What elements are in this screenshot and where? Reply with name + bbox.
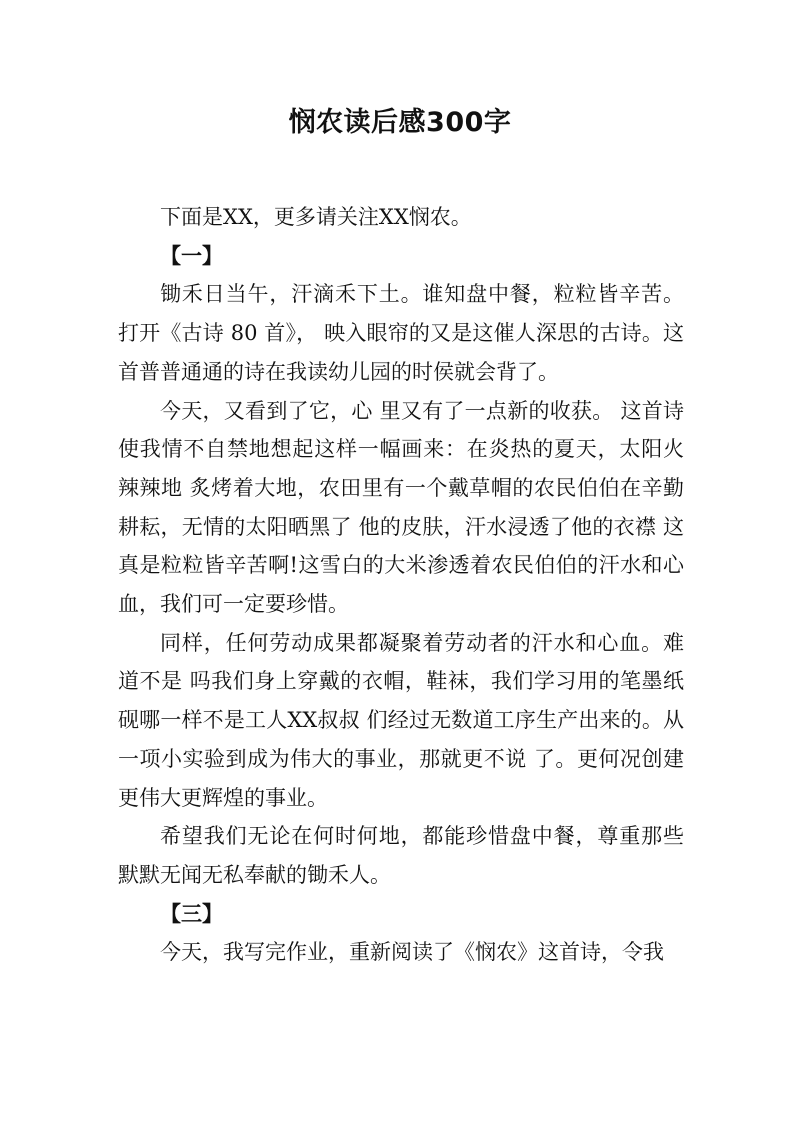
section-heading-one: 【一】 <box>160 242 223 268</box>
paragraph: 锄禾日当午，汗滴禾下土。谁知盘中餐，粒粒皆辛苦。打开《古诗 80 首》， 映入眼帘的又是这催人深思的古诗。这首普普通通的诗在我读幼儿园的时侯就会背了。 <box>118 282 684 384</box>
intro-paragraph: 下面是XX，更多请关注XX悯农。 <box>160 205 472 229</box>
paragraph: 今天，又看到了它，心 里又有了一点新的收获。 这首诗使我情不自禁地想起这样一幅画来：在炎热的夏天，太阳火辣辣地 炙烤着大地，农田里有一个戴草帽的农民伯伯在辛勤耕耘，无情的太阳晒黑了 他的皮肤，汗水浸透了他的衣襟 这真是粒粒皆辛苦啊!这雪白的大米渗透着农民伯伯的汗水和心血，我们可一定要珍惜。 <box>118 398 684 617</box>
document-body <box>118 198 684 972</box>
paragraph: 今天，我写完作业，重新阅读了《悯农》这首诗，令我 <box>160 940 664 965</box>
paragraph: 希望我们无论在何时何地，都能珍惜盘中餐，尊重那些默默无闻无私奉献的锄禾人。 <box>118 824 684 887</box>
paragraph: 同样，任何劳动成果都凝聚着劳动者的汗水和心血。难道不是 吗我们身上穿戴的衣帽，鞋袜，我们学习用的笔墨纸砚哪一样不是工人XX叔叔 们经过无数道工序生产出来的。从一项小实验到成为伟大的事业，那就更不说 了。更何况创建更伟大更辉煌的事业。 <box>118 630 684 810</box>
section-heading-three: 【三】 <box>160 900 223 926</box>
document-title: 悯农读后感300字 <box>288 107 512 138</box>
